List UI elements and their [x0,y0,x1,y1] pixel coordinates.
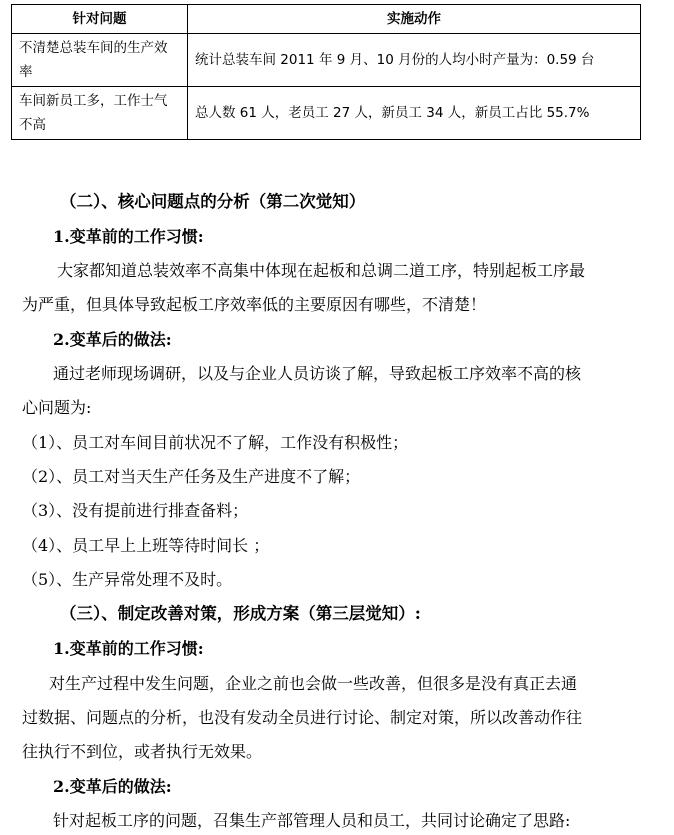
section3-before-text-line2: 过数据、问题点的分析，也没有发动全员进行讨论、制定对策，所以改善动作往 [22,708,583,727]
section3-after-text-line1: 针对起板工序的问题，召集生产部管理人员和员工，共同讨论确定了思路: [53,811,571,830]
section3-before-heading: 1.变革前的工作习惯: [53,639,204,658]
table-cell-issue: 车间新员工多，工作士气不高 [12,87,188,140]
list-item: （5）、生产异常处理不及时。 [22,570,233,589]
section3-heading: （三）、制定改善对策，形成方案（第三层觉知）: [60,604,421,623]
list-item: （1）、员工对车间目前状况不了解，工作没有积极性； [22,433,409,452]
table-header-action: 实施动作 [188,5,641,34]
section2-before-text-line2: 为严重，但具体导致起板工序效率低的主要原因有哪些，不清楚！ [22,295,487,314]
table-header-row [12,5,641,34]
section3-before-text-line1: 对生产过程中发生问题，企业之前也会做一些改善，但很多是没有真正去通 [49,674,578,693]
table-cell-issue: 不清楚总装车间的生产效率 [12,34,188,87]
section2-before-heading: 1.变革前的工作习惯: [53,227,204,246]
list-item: （3）、没有提前进行排查备料； [22,501,249,520]
section2-heading: （二）、核心问题点的分析（第二次觉知） [60,192,366,211]
section2-after-text-line1: 通过老师现场调研，以及与企业人员访谈了解，导致起板工序效率不高的核 [53,364,582,383]
table-row [12,34,641,87]
section3-before-text-line3: 往执行不到位，或者执行无效果。 [22,742,263,761]
issue-action-table [11,4,641,140]
table-cell-action: 总人数 61 人，老员工 27 人，新员工 34 人，新员工占比 55.7% [188,87,641,140]
section2-after-heading: 2.变革后的做法: [53,330,172,349]
table-cell-action: 统计总装车间 2011 年 9 月、10 月份的人均小时产量为：0.59 台 [188,34,641,87]
list-item: （2）、员工对当天生产任务及生产进度不了解； [22,467,361,486]
list-item: （4）、员工早上上班等待时间长 ； [22,536,270,555]
section2-before-text-line1: 大家都知道总装效率不高集中体现在起板和总调二道工序，特别起板工序最 [57,261,586,280]
section3-after-heading: 2.变革后的做法: [53,777,172,796]
table-header-issue: 针对问题 [12,5,188,34]
section2-after-text-line2: 心问题为: [22,398,92,417]
table-row [12,87,641,140]
